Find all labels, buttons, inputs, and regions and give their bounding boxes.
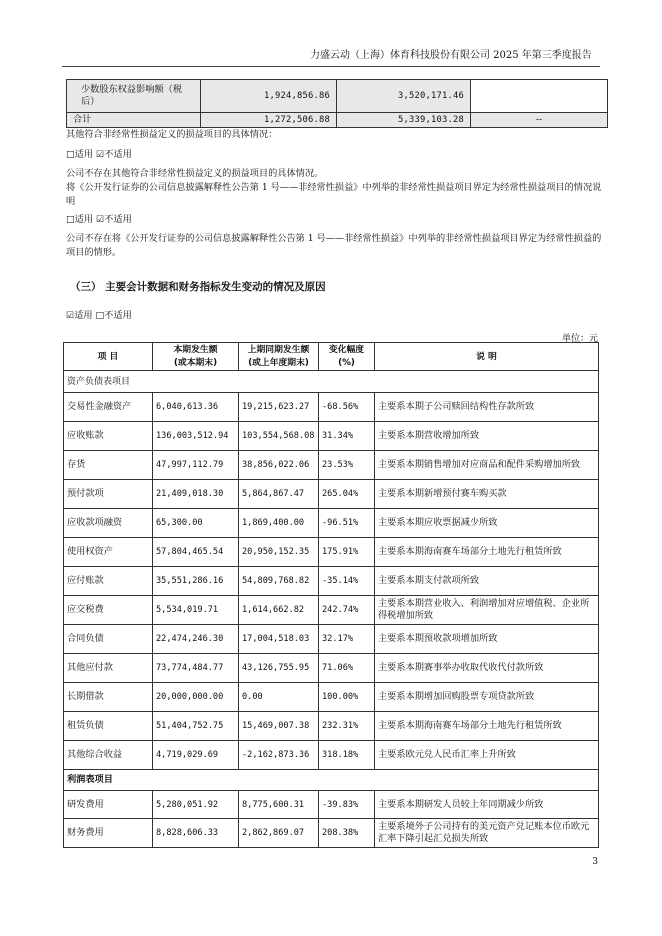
value-cell [471, 80, 608, 113]
header-previous-sub: (或上年度期末) [239, 357, 319, 371]
row-description: 主要系本期子公司赎回结构性存款所致 [375, 393, 599, 422]
paragraph: 将《公开发行证券的公司信息披露解释性公告第 1 号——非经常性损益》中列举的非经常性损益项目界定为经常性损益项目的情况说明 [66, 182, 602, 207]
row-label: 少数股东权益影响额（税后） [67, 80, 201, 113]
value-cell: 1,272,506.88 [201, 113, 337, 128]
previous-value: 20,950,152.35 [239, 538, 319, 567]
table-row [64, 819, 599, 848]
value-cell: 1,924,856.86 [201, 80, 337, 113]
change-percent: 71.06% [319, 654, 375, 683]
unit-label: 单位：元 [561, 334, 598, 344]
current-value: 5,280,051.92 [153, 791, 239, 819]
table-row [64, 683, 599, 712]
change-percent: -68.56% [319, 393, 375, 422]
previous-value: 0.00 [239, 683, 319, 712]
table-row [64, 791, 599, 819]
header-previous: 上期同期发生额 [239, 343, 319, 357]
row-description: 主要系本期支付款项所致 [375, 567, 599, 596]
row-description: 主要系本期海南赛车场部分土地先行租赁所致 [375, 712, 599, 741]
section-label: 利润表项目 [64, 770, 599, 791]
section-row [64, 770, 599, 791]
current-value: 4,719,029.69 [153, 741, 239, 770]
row-item: 其他应付款 [64, 654, 153, 683]
row-item: 研发费用 [64, 791, 153, 819]
change-percent: 232.31% [319, 712, 375, 741]
row-description: 主要系本期研发人员较上年同期减少所致 [375, 791, 599, 819]
row-item: 租赁负债 [64, 712, 153, 741]
header-row [64, 343, 599, 357]
page-number: 3 [592, 857, 598, 867]
value-cell: 3,520,171.46 [337, 80, 471, 113]
previous-value: 17,004,518.03 [239, 625, 319, 654]
table-row [64, 567, 599, 596]
header-item: 项 目 [64, 343, 153, 371]
row-item: 应收款项融资 [64, 509, 153, 538]
table-row [64, 480, 599, 509]
header-rule [62, 66, 600, 67]
change-percent: 32.17% [319, 625, 375, 654]
page-header: 力盛云动（上海）体育科技股份有限公司 2025 年第三季度报告 [310, 50, 592, 61]
applicability-checkbox: ☑适用 □不适用 [66, 310, 132, 321]
current-value: 8,828,606.33 [153, 819, 239, 848]
current-value: 51,404,752.75 [153, 712, 239, 741]
table-row [64, 451, 599, 480]
previous-value: 19,215,623.27 [239, 393, 319, 422]
change-percent: 208.38% [319, 819, 375, 848]
row-item: 应交税费 [64, 596, 153, 625]
row-item: 使用权资产 [64, 538, 153, 567]
table-row [64, 741, 599, 770]
table-row [64, 509, 599, 538]
row-item: 交易性金融资产 [64, 393, 153, 422]
row-item: 应收账款 [64, 422, 153, 451]
change-percent: 318.18% [319, 741, 375, 770]
row-description: 主要系本期新增预付赛车购买款 [375, 480, 599, 509]
previous-value: 103,554,568.08 [239, 422, 319, 451]
header-description: 说 明 [375, 343, 599, 371]
paragraph: 其他符合非经常性损益定义的损益项目的具体情况： [66, 129, 278, 140]
row-item: 预付款项 [64, 480, 153, 509]
changes-table [63, 342, 599, 848]
change-percent: 175.91% [319, 538, 375, 567]
previous-value: 15,469,007.38 [239, 712, 319, 741]
table-row [64, 596, 599, 625]
previous-value: 8,775,600.31 [239, 791, 319, 819]
row-label: 合计 [67, 113, 201, 128]
previous-value: 5,864,867.47 [239, 480, 319, 509]
change-percent: 100.00% [319, 683, 375, 712]
previous-value: 38,856,022.06 [239, 451, 319, 480]
row-item: 其他综合收益 [64, 741, 153, 770]
header-current: 本期发生额 [153, 343, 239, 357]
non-recurring-table [66, 79, 608, 128]
section-title: （三） 主要会计数据和财务指标发生变动的情况及原因 [70, 281, 326, 293]
row-description: 主要系欧元兑人民币汇率上升所致 [375, 741, 599, 770]
row-item: 财务费用 [64, 819, 153, 848]
row-description: 主要系本期营收增加所致 [375, 422, 599, 451]
row-description: 主要系本期海南赛车场部分土地先行租赁所致 [375, 538, 599, 567]
current-value: 65,300.00 [153, 509, 239, 538]
change-percent: -39.83% [319, 791, 375, 819]
previous-value: -2,162,873.36 [239, 741, 319, 770]
change-percent: 242.74% [319, 596, 375, 625]
current-value: 6,040,613.36 [153, 393, 239, 422]
current-value: 73,774,484.77 [153, 654, 239, 683]
current-value: 57,804,465.54 [153, 538, 239, 567]
previous-value: 43,126,755.95 [239, 654, 319, 683]
row-description: 主要系本期增加回购股票专项贷款所致 [375, 683, 599, 712]
change-percent: 23.53% [319, 451, 375, 480]
row-description: 主要系本期赛事举办收取代收代付款所致 [375, 654, 599, 683]
table-row [64, 393, 599, 422]
previous-value: 1,869,400.00 [239, 509, 319, 538]
row-description: 主要系本期销售增加对应商品和配件采购增加所致 [375, 451, 599, 480]
change-percent: 31.34% [319, 422, 375, 451]
row-description: 主要系境外子公司持有的美元资产兑记账本位币欧元汇率下降引起汇兑损失所致 [375, 819, 599, 848]
paragraph: 公司不存在其他符合非经常性损益定义的损益项目的具体情况。 [66, 168, 324, 179]
current-value: 47,997,112.79 [153, 451, 239, 480]
current-value: 20,000,000.00 [153, 683, 239, 712]
change-percent: -96.51% [319, 509, 375, 538]
header-change-sub: (%) [319, 357, 375, 371]
row-item: 长期借款 [64, 683, 153, 712]
row-item: 应付账款 [64, 567, 153, 596]
section-row [64, 371, 599, 393]
row-item: 合同负债 [64, 625, 153, 654]
table-row [64, 654, 599, 683]
current-value: 22,474,246.30 [153, 625, 239, 654]
previous-value: 1,614,662.82 [239, 596, 319, 625]
value-cell: -- [471, 113, 608, 128]
header-current-sub: (或本期末) [153, 357, 239, 371]
change-percent: -35.14% [319, 567, 375, 596]
row-description: 主要系本期预收款项增加所致 [375, 625, 599, 654]
current-value: 21,409,018.30 [153, 480, 239, 509]
table-row [64, 712, 599, 741]
row-description: 主要系本期应收票据减少所致 [375, 509, 599, 538]
table-row [67, 80, 608, 113]
table-row [64, 625, 599, 654]
current-value: 5,534,019.71 [153, 596, 239, 625]
previous-value: 2,862,869.07 [239, 819, 319, 848]
current-value: 136,003,512.94 [153, 422, 239, 451]
value-cell: 5,339,103.28 [337, 113, 471, 128]
row-item: 存货 [64, 451, 153, 480]
previous-value: 54,809,768.82 [239, 567, 319, 596]
row-description: 主要系本期营业收入、利润增加对应增值税、企业所得税增加所致 [375, 596, 599, 625]
applicability-checkbox: □适用 ☑不适用 [66, 149, 132, 160]
section-label: 资产负债表项目 [64, 371, 599, 393]
table-row [64, 422, 599, 451]
table-row [67, 113, 608, 128]
header-change: 变化幅度 [319, 343, 375, 357]
change-percent: 265.04% [319, 480, 375, 509]
applicability-checkbox: □适用 ☑不适用 [66, 214, 132, 225]
paragraph: 公司不存在将《公开发行证券的公司信息披露解释性公告第 1 号——非经常性损益》中列举的非经常性损益项目界定为经常性损益的项目的情形。 [66, 233, 602, 258]
current-value: 35,551,286.16 [153, 567, 239, 596]
table-row [64, 538, 599, 567]
